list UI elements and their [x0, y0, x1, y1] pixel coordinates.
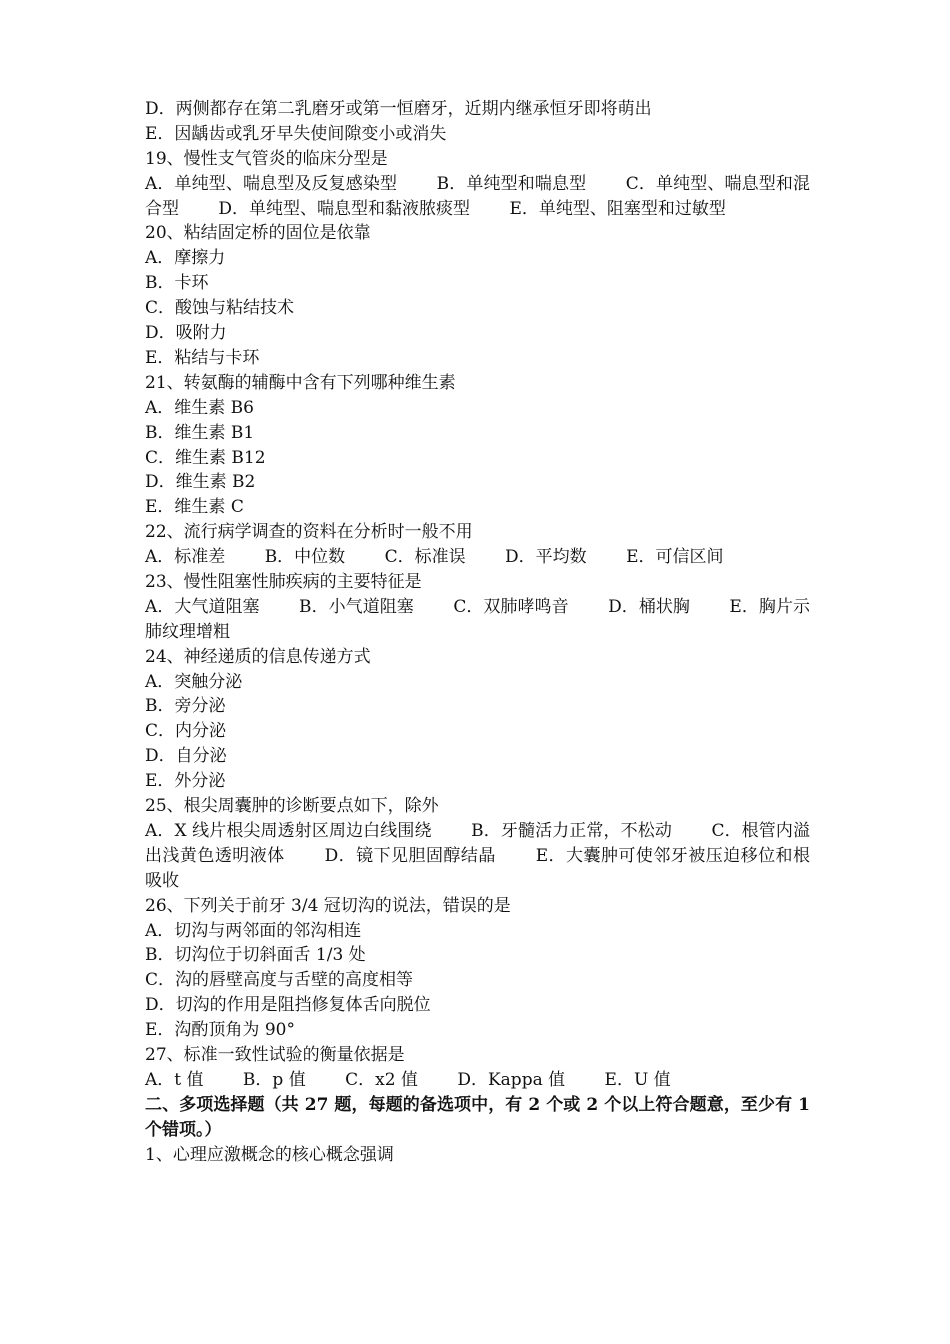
text-line: 22、流行病学调查的资料在分析时一般不用: [145, 522, 473, 543]
text-line: 20、粘结固定桥的固位是依靠: [145, 223, 371, 244]
text-line: 26、下列关于前牙 3/4 冠切沟的说法，错误的是: [145, 895, 511, 916]
text-line: 19、慢性支气管炎的临床分型是: [145, 148, 388, 169]
option-text: C．标准误: [384, 547, 466, 568]
inline-option-group: [145, 545, 810, 570]
inline-option-group: [145, 172, 810, 222]
option-text: B．牙髓活力正常，不松动: [471, 820, 672, 841]
text-line: 23、慢性阻塞性肺疾病的主要特征是: [145, 571, 422, 592]
option-text: D．镜下见胆固醇结晶: [324, 845, 496, 866]
option-text: A．单纯型、喘息型及反复感染型: [145, 173, 398, 194]
option-text: D．桶状胸: [608, 596, 690, 617]
document-body: [145, 97, 810, 1167]
text-line: A．摩擦力: [145, 248, 226, 269]
option-text: B．小气道阻塞: [299, 596, 414, 617]
text-line: B．维生素 B1: [145, 422, 255, 443]
option-text: E．胸片示肺纹理增粗: [145, 596, 810, 642]
text-line: D．切沟的作用是阻挡修复体舌向脱位: [145, 995, 431, 1016]
option-text: A．标准差: [145, 547, 226, 568]
text-line: C．内分泌: [145, 721, 227, 742]
text-line: C．沟的唇壁高度与舌壁的高度相等: [145, 970, 414, 991]
text-line: C．维生素 B12: [145, 447, 266, 468]
section-heading: 二、多项选择题（共 27 题，每题的备选项中，有 2 个或 2 个以上符合题意，至少有 1 个错项。）: [145, 1094, 810, 1140]
option-text: D．平均数: [505, 547, 587, 568]
inline-option-group: [145, 819, 810, 894]
option-text: D．单纯型、喘息型和黏液脓痰型: [218, 198, 471, 219]
text-line: E．沟酌顶角为 90°: [145, 1020, 295, 1041]
text-line: 25、根尖周囊肿的诊断要点如下，除外: [145, 796, 439, 817]
option-text: B．p 值: [242, 1069, 306, 1090]
option-text: C．x2 值: [345, 1069, 418, 1090]
inline-option-group: [145, 595, 810, 645]
text-line: B．卡环: [145, 273, 209, 294]
text-line: E．因龋齿或乳牙早失使间隙变小或消失: [145, 123, 447, 144]
text-line: E．维生素 C: [145, 497, 244, 518]
text-line: E．粘结与卡环: [145, 347, 260, 368]
text-line: D．吸附力: [145, 323, 227, 344]
text-line: D．自分泌: [145, 746, 227, 767]
text-line: D．维生素 B2: [145, 472, 256, 493]
option-text: C．双肺哮鸣音: [453, 596, 569, 617]
text-line: A．切沟与两邻面的邻沟相连: [145, 920, 362, 941]
text-line: D．两侧都存在第二乳磨牙或第一恒磨牙，近期内继承恒牙即将萌出: [145, 99, 652, 119]
text-line: C．酸蚀与粘结技术: [145, 298, 295, 319]
text-line: 21、转氨酶的辅酶中含有下列哪种维生素: [145, 372, 456, 393]
option-text: C．单纯型、喘息型和混合型: [145, 173, 810, 219]
option-text: E．单纯型、阻塞型和过敏型: [509, 198, 726, 219]
option-text: A．X 线片根尖周透射区周边白线围绕: [145, 820, 432, 841]
option-text: A．t 值: [145, 1069, 204, 1090]
option-text: B．单纯型和喘息型: [436, 173, 587, 194]
option-text: E．U 值: [604, 1069, 671, 1090]
inline-option-group: [145, 1068, 810, 1093]
option-text: E．大囊肿可使邻牙被压迫移位和根吸收: [145, 845, 811, 891]
text-line: 24、神经递质的信息传递方式: [145, 646, 371, 667]
text-line: 1、心理应激概念的核心概念强调: [145, 1144, 394, 1165]
text-line: 27、标准一致性试验的衡量依据是: [145, 1044, 405, 1065]
option-text: A．大气道阻塞: [145, 596, 260, 617]
text-line: A．突触分泌: [145, 671, 243, 692]
text-line: B．旁分泌: [145, 696, 226, 717]
option-text: E．可信区间: [626, 547, 724, 568]
option-text: B．中位数: [264, 547, 346, 568]
text-line: B．切沟位于切斜面舌 1/3 处: [145, 945, 366, 966]
text-line: A．维生素 B6: [145, 397, 254, 418]
option-text: C．根管内溢出浅黄色透明液体: [145, 820, 810, 866]
text-line: E．外分泌: [145, 771, 226, 792]
option-text: D．Kappa 值: [457, 1069, 566, 1090]
